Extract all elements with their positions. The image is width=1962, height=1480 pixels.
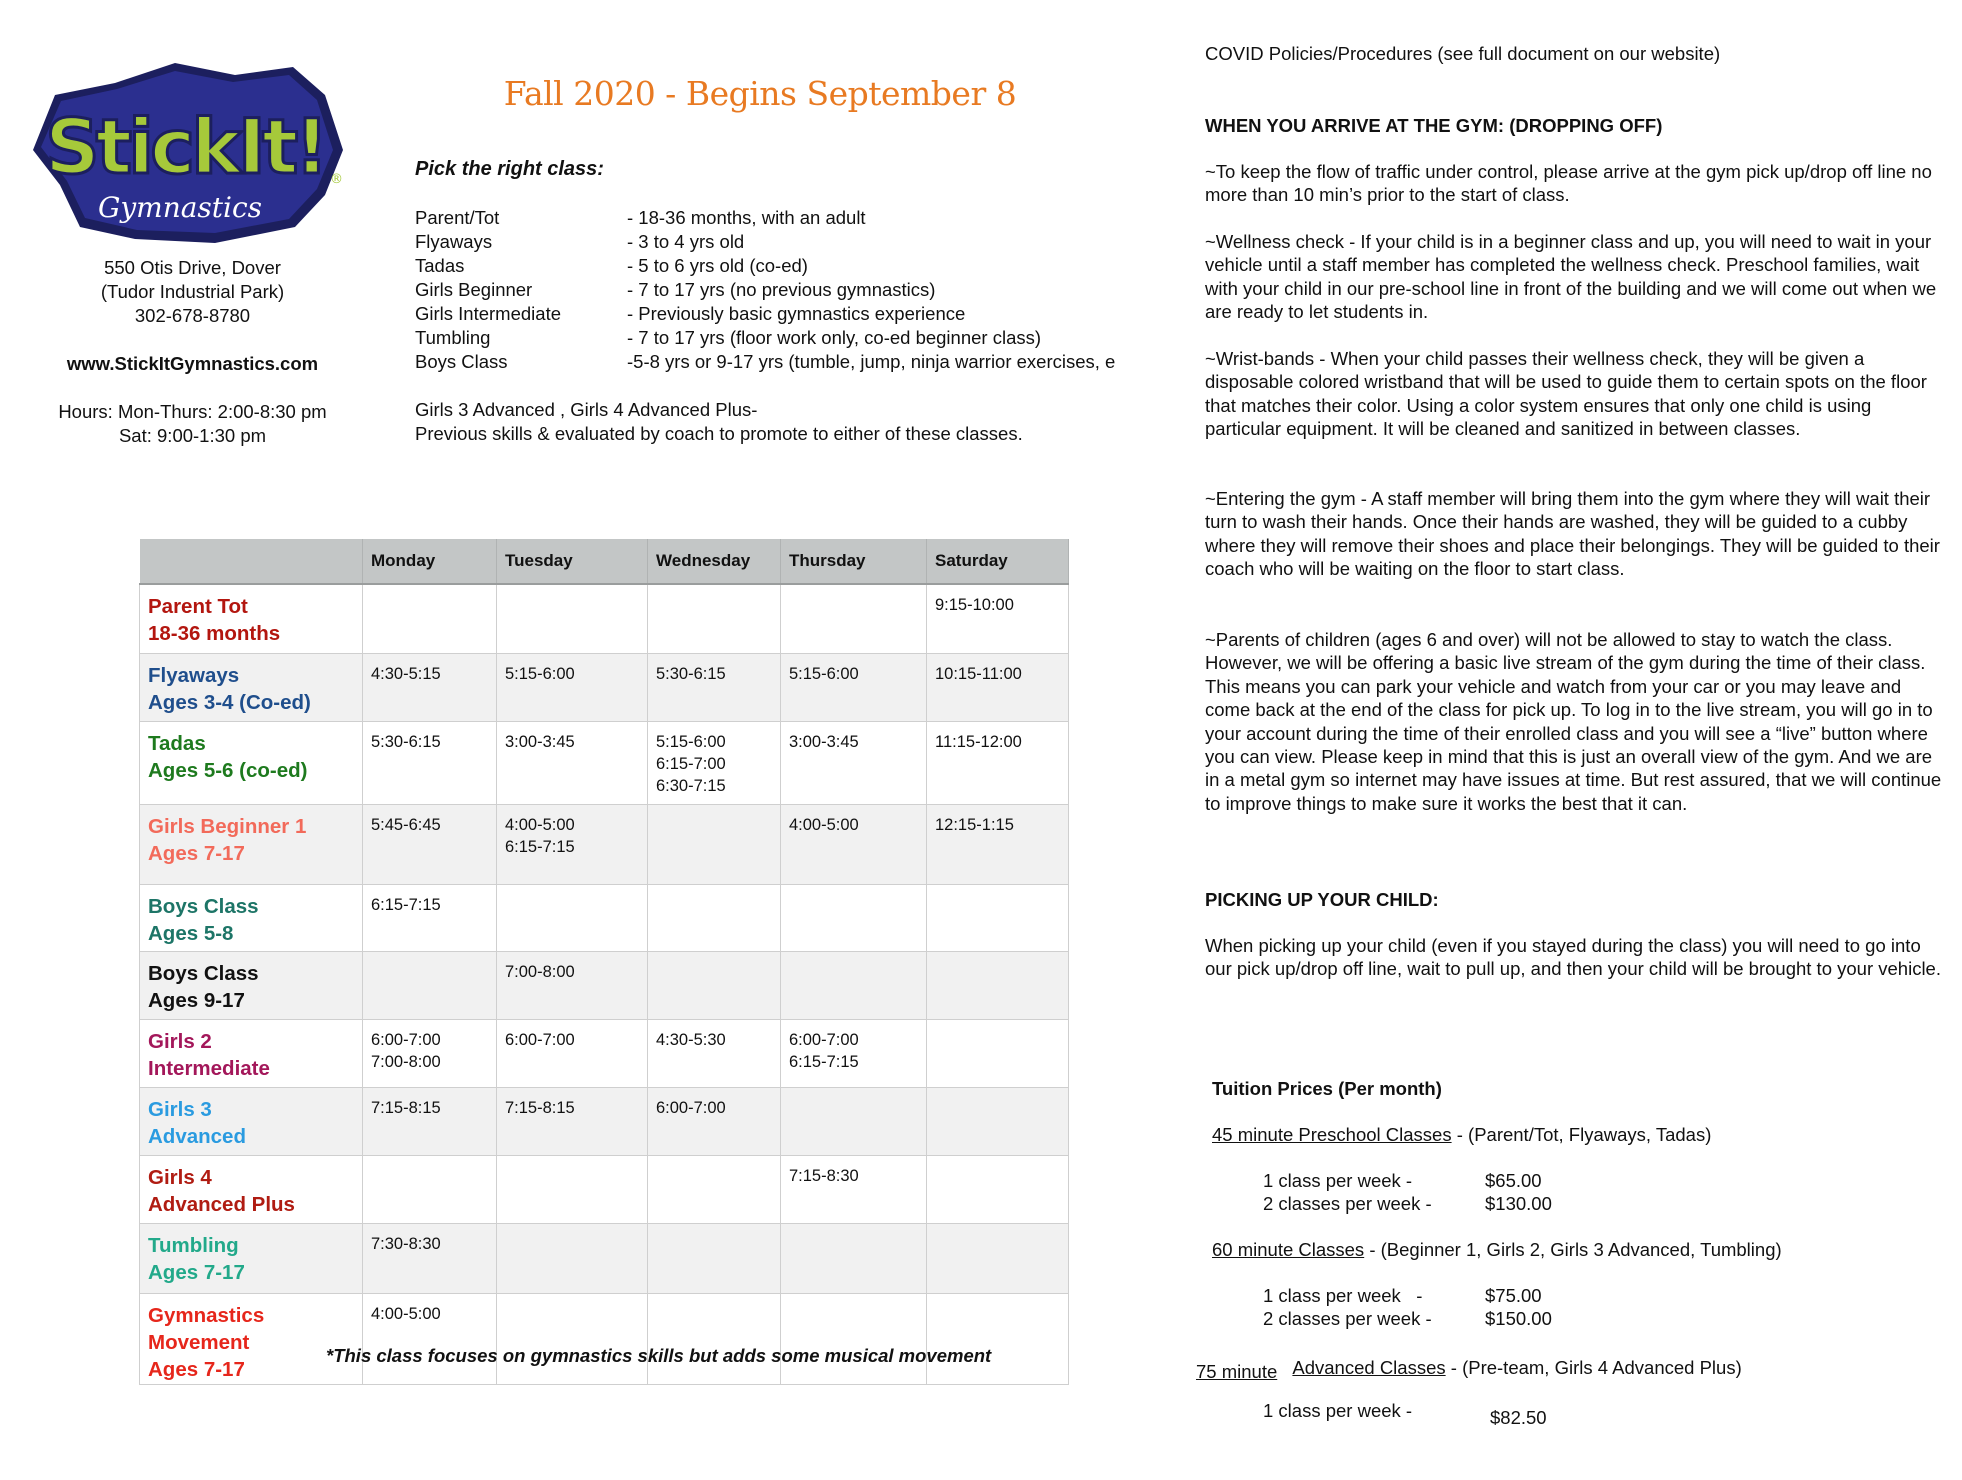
- class-name-cell: [140, 1087, 363, 1155]
- website-link[interactable]: www.StickItGymnastics.com: [66, 353, 319, 374]
- time-slot-cell: [648, 584, 781, 653]
- time-slot-cell: [497, 1019, 648, 1087]
- class-desc: - 18-36 months, with an adult: [627, 207, 866, 228]
- time-slot: 7:30-8:30: [371, 1234, 441, 1253]
- time-slot-cell: [497, 1293, 648, 1384]
- time-slot: 7:15-8:15: [505, 1098, 575, 1117]
- time-slot-cell: [648, 1087, 781, 1155]
- class-name-line: Boys Class: [148, 961, 259, 985]
- class-name-line: Boys Class: [148, 894, 259, 918]
- time-slot: 5:15-6:00: [656, 732, 726, 751]
- price-value: $65.00: [1485, 1170, 1542, 1191]
- price-label: 1 class per week -: [1263, 1285, 1423, 1306]
- time-slot: 4:00-5:00: [789, 815, 859, 834]
- time-slot: 6:00-7:00: [789, 1030, 859, 1049]
- time-slot: 4:30-5:15: [371, 664, 441, 683]
- schedule-row: [140, 804, 1069, 884]
- class-name-line: Tumbling: [148, 1233, 239, 1257]
- time-slot-cell: [781, 1293, 927, 1384]
- address-line-1: 550 Otis Drive, Dover: [104, 257, 281, 278]
- time-slot: 5:45-6:45: [371, 815, 441, 834]
- price-label: 1 class per week -: [1263, 1400, 1413, 1421]
- time-slot-cell: [648, 653, 781, 721]
- class-name-line: Girls 3: [148, 1097, 212, 1121]
- time-slot-cell: [927, 584, 1069, 653]
- time-slot-cell: [497, 584, 648, 653]
- class-name-cell: [140, 721, 363, 804]
- time-slot-cell: [363, 584, 497, 653]
- time-slot: 6:15-7:15: [505, 837, 575, 856]
- covid-paragraph-wristbands: ~Wrist-bands - When your child passes their wellness check, they will be given a disposable colored wristband that will be used to guide them to certain spots on the floor that matches their color. Using a color system ensures that only one child is using particular equipment. It will be cleaned and sanitized in between classes.: [1205, 348, 1927, 440]
- class-name-line: Tadas: [148, 731, 206, 755]
- time-slot-cell: [648, 1223, 781, 1293]
- class-name-cell: [140, 1019, 363, 1087]
- schedule-header-row: [140, 539, 1069, 584]
- class-desc: - 7 to 17 yrs (floor work only, co-ed beginner class): [627, 327, 1042, 348]
- time-slot-cell: [927, 1293, 1069, 1384]
- time-slot-cell: [927, 804, 1069, 884]
- time-slot: 4:00-5:00: [505, 815, 575, 834]
- class-name-line: Ages 3-4 (Co-ed): [148, 690, 311, 714]
- time-slot: 9:15-10:00: [935, 596, 1014, 614]
- header-day-monday: Monday: [363, 539, 497, 584]
- time-slot-cell: [781, 1223, 927, 1293]
- time-slot: 6:00-7:00: [505, 1030, 575, 1049]
- price-value: $130.00: [1485, 1193, 1552, 1214]
- tuition-group-title: 45 minute Preschool Classes: [1212, 1124, 1452, 1145]
- class-name-line: Advanced Plus: [148, 1192, 295, 1216]
- class-name-line: Ages 5-8: [148, 921, 234, 945]
- time-slot-cell: [648, 1293, 781, 1384]
- tuition-group-suffix: - (Beginner 1, Girls 2, Girls 3 Advanced, Tumbling): [1364, 1239, 1782, 1260]
- time-slot: 3:00-3:45: [505, 732, 575, 751]
- tuition-group-suffix: - (Parent/Tot, Flyaways, Tadas): [1451, 1124, 1712, 1145]
- class-desc: - 3 to 4 yrs old: [627, 231, 745, 252]
- time-slot-cell: [927, 1019, 1069, 1087]
- time-slot: 5:15-6:00: [789, 664, 859, 683]
- class-desc: -5-8 yrs or 9-17 yrs (tumble, jump, ninja warrior exercises, e: [627, 351, 1116, 372]
- header-day-tuesday: Tuesday: [497, 539, 648, 584]
- class-name: Flyaways: [415, 231, 493, 252]
- price-value: $150.00: [1485, 1308, 1552, 1329]
- time-slot-cell: [363, 1223, 497, 1293]
- time-slot-cell: [648, 1019, 781, 1087]
- class-name-cell: [140, 951, 363, 1019]
- tuition-group-75min: [1196, 1356, 1956, 1382]
- time-slot-cell: [781, 653, 927, 721]
- time-slot: 5:30-6:15: [371, 732, 441, 751]
- time-slot: 12:15-1:15: [935, 815, 1014, 834]
- header-day-wednesday: Wednesday: [648, 539, 781, 584]
- time-slot: 6:00-7:00: [371, 1030, 441, 1049]
- time-slot-cell: [648, 721, 781, 804]
- class-name-line: 18-36 months: [148, 622, 281, 645]
- tuition-group-suffix: - (Pre-team, Girls 4 Advanced Plus): [1445, 1357, 1742, 1378]
- time-slot: 6:15-7:15: [789, 1052, 859, 1071]
- class-name-line: Ages 7-17: [148, 1357, 245, 1381]
- covid-paragraph-wellness: ~Wellness check - If your child is in a beginner class and up, you will need to wait in your vehicle until a staff member has completed the wellness check. Preschool families, wait with your child in our pre-school line in front of the building and we will come out when we are ready to let students in.: [1205, 231, 1937, 323]
- time-slot-cell: [497, 884, 648, 951]
- time-slot-cell: [497, 721, 648, 804]
- class-name-line: Ages 7-17: [148, 1260, 245, 1284]
- time-slot: 4:30-5:30: [656, 1030, 726, 1049]
- price-label: 2 classes per week -: [1263, 1193, 1432, 1214]
- class-name-cell: [140, 653, 363, 721]
- time-slot-cell: [781, 721, 927, 804]
- class-name-cell: [140, 1223, 363, 1293]
- pickup-text: When picking up your child (even if you stayed during the class) you will need to go into our pick up/drop off line, wait to pull up, and then your child will be brought to your vehicle.: [1205, 935, 1941, 980]
- schedule-row: [140, 721, 1069, 804]
- time-slot-cell: [363, 721, 497, 804]
- time-slot-cell: [363, 1019, 497, 1087]
- time-slot-cell: [781, 951, 927, 1019]
- time-slot-cell: [927, 884, 1069, 951]
- header-day-thursday: Thursday: [781, 539, 927, 584]
- advanced-note-line-1: Girls 3 Advanced , Girls 4 Advanced Plus-: [415, 399, 758, 420]
- price-label: 2 classes per week -: [1263, 1308, 1432, 1329]
- class-name: Tumbling: [415, 327, 491, 348]
- time-slot-cell: [497, 951, 648, 1019]
- class-name: Boys Class: [415, 351, 508, 372]
- time-slot-cell: [363, 884, 497, 951]
- hours-line-2: Sat: 9:00-1:30 pm: [118, 425, 267, 446]
- class-name-cell: [140, 884, 363, 951]
- address-line-2: (Tudor Industrial Park): [100, 281, 285, 302]
- class-name-line: Gymnastics: [148, 1303, 265, 1327]
- price-value: $75.00: [1485, 1285, 1542, 1306]
- time-slot-cell: [927, 1087, 1069, 1155]
- time-slot-cell: [648, 804, 781, 884]
- time-slot-cell: [363, 1155, 497, 1223]
- logo-subtitle-text: Gymnastics: [97, 191, 263, 224]
- class-name: Girls Intermediate: [415, 303, 561, 324]
- time-slot-cell: [927, 1223, 1069, 1293]
- class-name-line: Movement: [148, 1330, 250, 1354]
- class-name-line: Intermediate: [148, 1056, 270, 1080]
- class-name-line: Girls 2: [148, 1029, 212, 1053]
- time-slot: 10:15-11:00: [935, 664, 1022, 683]
- schedule-row: [140, 584, 1069, 653]
- tuition-group-60min: [1212, 1238, 1952, 1261]
- header-day-saturday: Saturday: [927, 539, 1069, 584]
- time-slot-cell: [781, 584, 927, 653]
- time-slot: 7:15-8:15: [371, 1098, 441, 1117]
- time-slot-cell: [927, 1155, 1069, 1223]
- class-name: Girls Beginner: [415, 279, 533, 300]
- time-slot-cell: [363, 1293, 497, 1384]
- tuition-group-title: 60 minute Classes: [1212, 1239, 1365, 1260]
- time-slot-cell: [497, 653, 648, 721]
- schedule-row: [140, 1019, 1069, 1087]
- time-slot-cell: [781, 884, 927, 951]
- class-name-cell: [140, 804, 363, 884]
- time-slot: 6:30-7:15: [656, 776, 726, 795]
- time-slot: 11:15-12:00: [935, 732, 1022, 751]
- time-slot: 7:00-8:00: [505, 962, 575, 981]
- time-slot-cell: [781, 1019, 927, 1087]
- time-slot-cell: [497, 1155, 648, 1223]
- covid-paragraph-arrival: ~To keep the flow of traffic under control, please arrive at the gym pick up/drop off line no more than 10 min’s prior to the start of class.: [1205, 161, 1932, 206]
- time-slot: 4:00-5:00: [371, 1304, 441, 1323]
- phone-number: 302-678-8780: [134, 305, 251, 326]
- class-name-line: Girls 4: [148, 1165, 212, 1189]
- time-slot-cell: [363, 1087, 497, 1155]
- time-slot-cell: [781, 804, 927, 884]
- time-slot-cell: [497, 804, 648, 884]
- covid-paragraph-entering: ~Entering the gym - A staff member will bring them into the gym where they will wait their turn to wash their hands. Once their hands are washed, they will be guided to a cubby where they will remove their shoes and place their belongings. They will be guided to their coach who will be waiting on the floor to start class.: [1205, 488, 1940, 580]
- class-name-cell: [140, 1293, 363, 1384]
- covid-intro: COVID Policies/Procedures (see full document on our website): [1205, 43, 1721, 64]
- schedule-row: [140, 884, 1069, 951]
- class-name-line: Girls Beginner 1: [148, 814, 307, 838]
- time-slot-cell: [927, 951, 1069, 1019]
- class-name-line: Parent Tot: [148, 595, 248, 618]
- class-name: Parent/Tot: [415, 207, 500, 228]
- class-schedule-table: [139, 539, 1069, 1385]
- tuition-group-preschool: [1212, 1123, 1952, 1146]
- class-name-line: Ages 7-17: [148, 841, 245, 865]
- time-slot-cell: [363, 804, 497, 884]
- time-slot: 6:15-7:00: [656, 754, 726, 773]
- schedule-row: [140, 951, 1069, 1019]
- time-slot-cell: [781, 1087, 927, 1155]
- tuition-heading: Tuition Prices (Per month): [1212, 1078, 1442, 1099]
- tuition-group-title: Advanced Classes: [1292, 1357, 1446, 1378]
- class-desc: - 7 to 17 yrs (no previous gymnastics): [627, 279, 936, 300]
- time-slot: 7:00-8:00: [371, 1052, 441, 1071]
- class-name-line: Ages 9-17: [148, 988, 245, 1012]
- time-slot-cell: [781, 1155, 927, 1223]
- schedule-row: [140, 1223, 1069, 1293]
- class-name-line: Ages 5-6 (co-ed): [148, 758, 308, 782]
- time-slot-cell: [497, 1087, 648, 1155]
- hours-line-1: Hours: Mon-Thurs: 2:00-8:30 pm: [58, 401, 327, 422]
- header-class-column: [140, 539, 363, 584]
- logo-brand-text: StickIt!: [45, 102, 325, 191]
- registered-mark: ®: [330, 172, 343, 187]
- time-slot: 6:00-7:00: [656, 1098, 726, 1117]
- class-name-cell: [140, 1155, 363, 1223]
- class-desc: - 5 to 6 yrs old (co-ed): [627, 255, 808, 276]
- advanced-note-line-2: Previous skills & evaluated by coach to promote to either of these classes.: [415, 423, 1023, 444]
- time-slot: 6:15-7:15: [371, 895, 441, 914]
- schedule-row: [140, 1155, 1069, 1223]
- time-slot: 5:15-6:00: [505, 664, 575, 683]
- class-name: Tadas: [415, 255, 465, 276]
- page-title: Fall 2020 - Begins September 8: [503, 74, 1017, 113]
- class-desc: - Previously basic gymnastics experience: [627, 303, 966, 324]
- covid-paragraph-parents: ~Parents of children (ages 6 and over) will not be allowed to stay to watch the class. However, we will be offering a basic live stream of the gym during the time of their class. This means you can park your vehicle and watch from your car or you may leave and come back at the end of the class for pick up. To log in to the live stream, you will go in to your account during the time of their enrolled class and you will see a “live” button where you can view. Please keep in mind that this is just an overall view of the gym. And we are in a metal gym so internet may have issues at time. But rest assured, that we will continue to improve things to make sure it works the best that it can.: [1205, 629, 1942, 814]
- class-name-cell: [140, 584, 363, 653]
- pick-class-heading: Pick the right class:: [415, 158, 604, 180]
- schedule-row: [140, 1293, 1069, 1384]
- schedule-row: [140, 653, 1069, 721]
- gymnastics-movement-footnote: *This class focuses on gymnastics skills but adds some musical movement: [326, 1345, 992, 1366]
- time-slot: 7:15-8:30: [789, 1166, 859, 1185]
- time-slot-cell: [648, 951, 781, 1019]
- time-slot: 3:00-3:45: [789, 732, 859, 751]
- price-value: $82.50: [1490, 1407, 1547, 1428]
- class-name-line: Flyaways: [148, 663, 240, 687]
- class-name-line: Advanced: [148, 1124, 246, 1148]
- pickup-heading: PICKING UP YOUR CHILD:: [1205, 889, 1439, 910]
- time-slot-cell: [363, 951, 497, 1019]
- schedule-row: [140, 1087, 1069, 1155]
- tuition-group-title-prefix: 75 minute: [1196, 1361, 1278, 1382]
- time-slot: 5:30-6:15: [656, 664, 726, 683]
- price-label: 1 class per week -: [1263, 1170, 1413, 1191]
- time-slot-cell: [648, 884, 781, 951]
- time-slot-cell: [927, 721, 1069, 804]
- time-slot-cell: [927, 653, 1069, 721]
- time-slot-cell: [497, 1223, 648, 1293]
- dropoff-heading: WHEN YOU ARRIVE AT THE GYM: (DROPPING OFF): [1205, 115, 1663, 136]
- time-slot-cell: [363, 653, 497, 721]
- time-slot-cell: [648, 1155, 781, 1223]
